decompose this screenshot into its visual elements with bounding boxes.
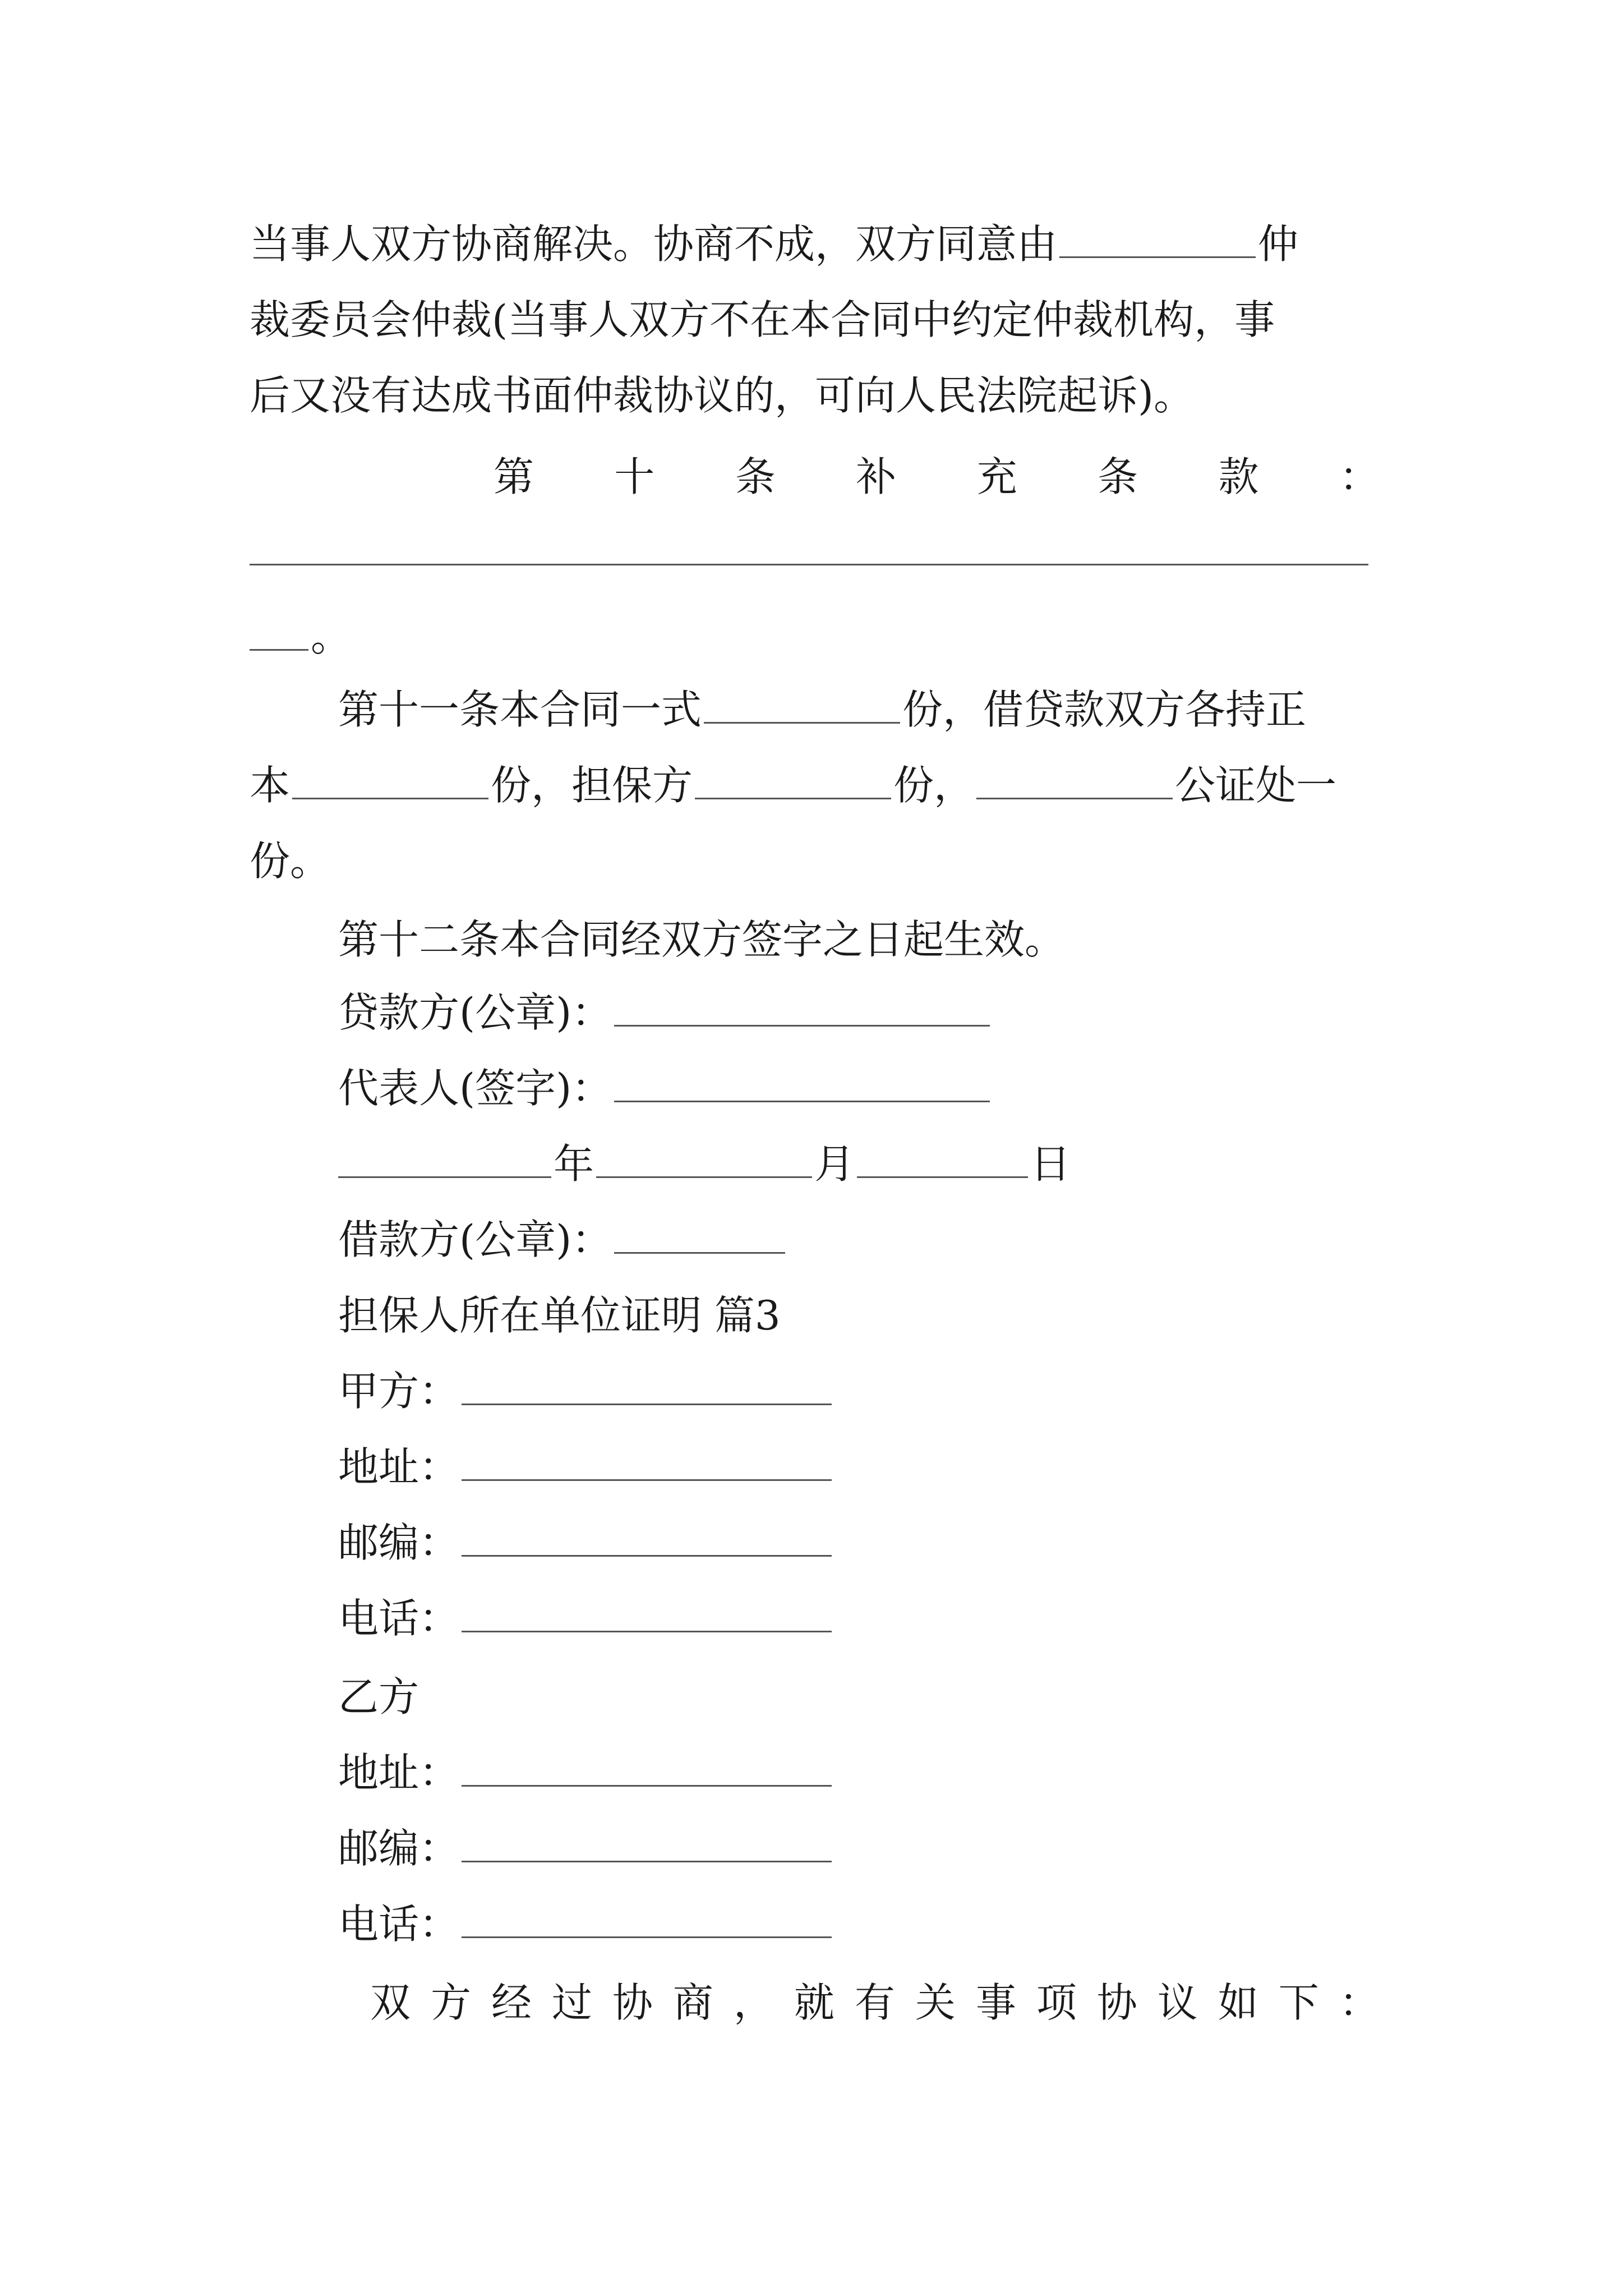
field-label: 贷款方(公章)：	[338, 989, 612, 1036]
party-b-label: 乙方	[338, 1673, 419, 1720]
paragraph-arbitration-line-3: 后又没有达成书面仲裁协议的，可向人民法院起诉)。	[250, 372, 1195, 419]
text-segment: 份，	[893, 762, 975, 809]
heading-char: 补	[856, 453, 897, 500]
blank-copies-guarantor	[695, 760, 891, 799]
supplement-end-line	[250, 609, 1388, 665]
text-segment: 份，担保方	[491, 762, 693, 809]
blank-party-b-postcode	[462, 1823, 832, 1862]
agreement-char: 如	[1218, 1979, 1258, 2026]
blank-lender-seal	[614, 987, 990, 1027]
party-a-address-line	[338, 1439, 1388, 1495]
blank-notary-office	[976, 760, 1173, 799]
field-label: 借款方(公章)：	[338, 1216, 612, 1263]
text-segment: 。	[311, 613, 352, 660]
heading-char: 条	[735, 453, 776, 500]
agreement-char: 关	[915, 1979, 956, 2026]
article-12: 第十二条本合同经双方签字之日起生效。	[338, 916, 1066, 963]
agreement-char: 项	[1036, 1979, 1077, 2026]
article-10-heading	[494, 449, 1380, 505]
heading-char: 款	[1218, 453, 1259, 500]
heading-char: 十	[614, 453, 655, 500]
blank-day	[857, 1138, 1028, 1178]
field-label: 邮编：	[338, 1519, 460, 1566]
blank-arbitration-body	[1059, 218, 1256, 258]
text-segment: 当事人双方协商解决。协商不成，双方同意由	[250, 220, 1058, 268]
blank-party-a-phone	[462, 1593, 832, 1632]
agreement-char: 方	[430, 1979, 471, 2026]
text-segment: 第十一条本合同一式	[338, 686, 702, 733]
agreement-char: 过	[551, 1979, 592, 2026]
heading-char: ：	[1339, 453, 1380, 500]
field-label: 电话：	[338, 1595, 460, 1642]
blank-party-b-address	[462, 1747, 832, 1787]
supplement-blank-line	[250, 564, 1368, 565]
agreement-char: 协	[612, 1979, 653, 2026]
agreement-char: 议	[1157, 1979, 1198, 2026]
blank-copies-each	[292, 760, 488, 799]
field-label: 地址：	[338, 1443, 460, 1490]
agreement-char: ，	[733, 1979, 774, 2026]
heading-char: 条	[1098, 453, 1138, 500]
text-segment: 本	[250, 762, 291, 809]
article-11-line-1	[338, 682, 1388, 738]
party-b-address-line	[338, 1745, 1388, 1801]
party-b-phone-line	[338, 1896, 1388, 1952]
blank-party-a-postcode	[462, 1517, 832, 1557]
blank-party-b-phone	[462, 1898, 832, 1938]
blank-borrower-seal	[614, 1214, 785, 1254]
text-segment: 公证处一	[1175, 762, 1337, 809]
article-11-line-3: 份。	[250, 838, 331, 885]
text-segment: 份，借贷款双方各持正	[902, 686, 1307, 733]
field-label: 甲方：	[338, 1368, 460, 1415]
blank-supplement-end	[250, 611, 308, 651]
date-line	[338, 1136, 1388, 1192]
article-11-line-2	[250, 757, 1388, 813]
field-label: 邮编：	[338, 1825, 460, 1872]
blank-party-a	[462, 1365, 832, 1405]
blank-representative-signature	[614, 1062, 990, 1102]
party-a-line	[338, 1363, 1388, 1419]
agreement-char: 事	[975, 1979, 1016, 2026]
text-segment: 仲	[1258, 220, 1299, 268]
party-b-postcode-line	[338, 1820, 1388, 1876]
day-label: 日	[1030, 1140, 1071, 1188]
paragraph-arbitration-line-2: 裁委员会仲裁(当事人双方不在本合同中约定仲裁机构，事	[250, 296, 1275, 343]
agreement-char: ：	[1339, 1979, 1380, 2026]
section-3-title: 担保人所在单位证明 篇3	[338, 1292, 781, 1339]
heading-char: 第	[494, 453, 534, 500]
party-a-phone-line	[338, 1590, 1388, 1646]
lender-seal-line	[338, 984, 1388, 1041]
party-a-postcode-line	[338, 1515, 1388, 1571]
agreement-char: 商	[672, 1979, 713, 2026]
agreement-char: 有	[854, 1979, 895, 2026]
blank-party-a-address	[462, 1441, 832, 1481]
agreement-char: 经	[491, 1979, 532, 2026]
borrower-seal-line	[338, 1212, 1388, 1268]
paragraph-arbitration-line-1	[250, 216, 1388, 272]
agreement-intro-line	[370, 1975, 1380, 2031]
year-label: 年	[554, 1140, 594, 1188]
month-label: 月	[814, 1140, 855, 1188]
agreement-char: 就	[794, 1979, 834, 2026]
field-label: 代表人(签字)：	[338, 1065, 612, 1112]
agreement-char: 下	[1278, 1979, 1319, 2026]
agreement-char: 协	[1096, 1979, 1137, 2026]
field-label: 电话：	[338, 1901, 460, 1948]
blank-year	[338, 1138, 551, 1178]
blank-month	[596, 1138, 812, 1178]
field-label: 地址：	[338, 1749, 460, 1796]
heading-char: 充	[976, 453, 1017, 500]
blank-copies-total	[704, 684, 900, 724]
agreement-char: 双	[370, 1979, 411, 2026]
representative-signature-line	[338, 1060, 1388, 1116]
